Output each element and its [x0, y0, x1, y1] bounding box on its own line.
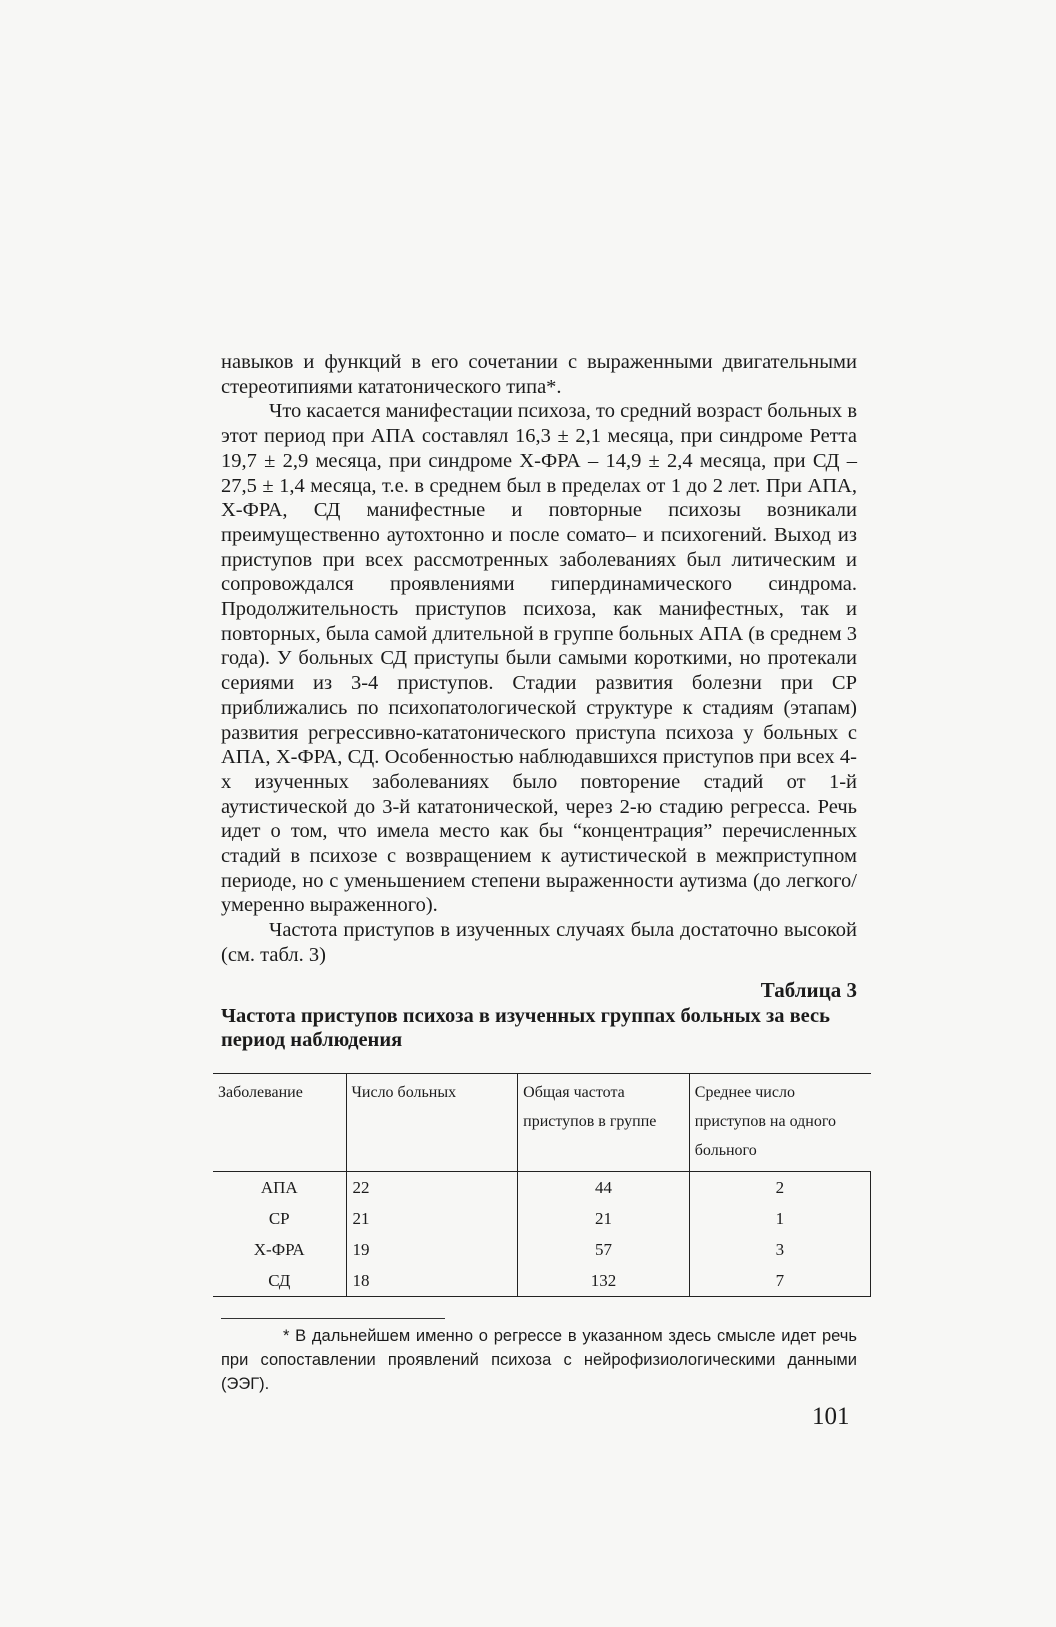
paragraph-continuation: навыков и функций в его сочетании с выраженными двигательными стереотипиями кататонического типа*.	[221, 351, 857, 398]
table-row	[213, 1203, 871, 1234]
cell-total: 132	[518, 1265, 690, 1297]
paragraph-frequency: Частота приступов в изученных случаях была достаточно высокой (см. табл. 3)	[221, 919, 857, 966]
cell-patients: 18	[346, 1265, 518, 1297]
cell-average: 2	[689, 1172, 870, 1204]
cell-total: 57	[518, 1234, 690, 1265]
header-total-frequency: Общая частота приступов в группе	[518, 1074, 690, 1172]
table-row	[213, 1234, 871, 1265]
cell-patients: 22	[346, 1172, 518, 1204]
table-row	[213, 1265, 871, 1297]
cell-disease: СД	[213, 1265, 346, 1297]
cell-patients: 21	[346, 1203, 518, 1234]
table-caption: Частота приступов психоза в изученных группах больных за весь период наблюдения	[221, 1005, 830, 1051]
table-row	[213, 1172, 871, 1204]
table-label: Таблица 3	[760, 978, 857, 1002]
cell-average: 1	[689, 1203, 870, 1234]
cell-disease: СР	[268, 1209, 290, 1228]
header-disease: Заболевание	[213, 1074, 346, 1172]
header-average-attacks: Среднее число приступов на одного больного	[689, 1074, 870, 1172]
footnote-divider	[221, 1318, 445, 1319]
cell-total: 44	[518, 1172, 690, 1204]
cell-average: 7	[689, 1265, 870, 1297]
cell-disease: АПА	[260, 1178, 298, 1197]
paragraph-manifestation: Что касается манифестации психоза, то средний возраст больных в этот период при АПА составлял 16,3 ± 2,1 месяца, при синдроме Ретта 19,7 ± 2,9 месяца, при синдроме Х-ФРА – 14,9 ± 2,4 месяца, при СД – 27,5 ± 1,4 месяца, т.е. в среднем был в пределах от 1 до 2 лет. При АПА, Х-ФРА, СД манифестные и повторные психозы возникали преимущественно аутохтонно и после сомато– и психогений. Выход из приступов при всех рассмотренных заболеваниях был литическим и сопровождался проявлениями гипердинамического синдрома. Продолжительность приступов психоза, как манифестных, так и повторных, была самой длительной в группе больных АПА (в среднем 3 года). У больных СД приступы были самыми короткими, но протекали сериями из 3-4 приступов. Стадии развития болезни при СР приближались по психопатологической структуре к стадиям (этапам) развития регрессивно-кататонического приступа психоза у больных с АПА, Х-ФРА, СД. Особенностью наблюдавшихся приступов при всех 4-х изученных заболеваниях было повторение стадий от 1-й аутистической до 3-й кататонической, через 2-ю стадию регресса. Речь идет о том, что имела место как бы “концентрация” перечисленных стадий в психозе с возвращением к аутистической в межприступном периоде, но с уменьшением степени выраженности аутизма (до легкого/умеренно выраженного).	[221, 400, 857, 917]
table-header-row	[213, 1074, 871, 1172]
footnote: * В дальнейшем именно о регрессе в указанном здесь смысле идет речь при сопоставлении проявлений психоза с нейрофизиологическими данными (ЭЭГ).	[221, 1327, 857, 1393]
cell-total: 21	[518, 1203, 690, 1234]
page-number: 101	[812, 1403, 850, 1430]
cell-disease: Х-ФРА	[253, 1240, 305, 1259]
cell-patients: 19	[346, 1234, 518, 1265]
frequency-table	[213, 1073, 871, 1297]
header-patient-count: Число больных	[346, 1074, 518, 1172]
body-text	[221, 350, 857, 968]
cell-average: 3	[689, 1234, 870, 1265]
